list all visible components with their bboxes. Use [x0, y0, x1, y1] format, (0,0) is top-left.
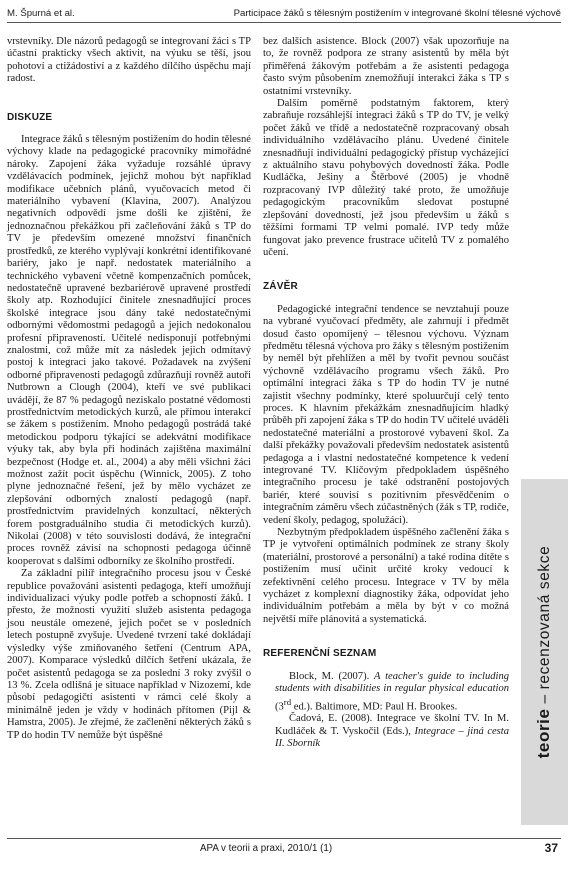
- reference-authors: Čadová, E. (2008). Integrace ve školní TV. In M. Kudláček & T. Vyskočil (Eds.),: [275, 713, 509, 737]
- reference-title: Integrace – jiná cesta II. Sborník: [275, 725, 509, 750]
- reference-item: [263, 713, 509, 750]
- reference-title: A teacher's guide to including students with disabilities in regular physical education: [275, 670, 510, 695]
- side-label-dash: –: [536, 689, 553, 709]
- section-side-label: [534, 546, 554, 759]
- paragraph: Dalším poměrně podstatným faktorem, který zabraňuje rozsáhlejší integraci žáků s TP do TV, je velký počet žáků ve třídě a nedostatečně rozpracovaný obsah individuálního vzdělávacího plánu. Uvedené činitele znesnadňují individuální pedagogický přístup vycházející z aktuálního stavu pohybových dovedností žáka. Podle Kudláčka, Ješiny a Štěrbové (2005) je vhodně rozpracovaný IVP důležitý také proto, že umožňuje pedagogickým pracovníkům sledovat postupné zlepšování dovedností, jež jsou především u žáků s těžšími formami TP velmi pomalé. IVP tedy může fungovat jako prevence frustrace učitelů TV z pomalého učení.: [263, 98, 509, 258]
- side-label-bold: teorie: [534, 708, 553, 759]
- intro-paragraph: vrstevníky. Dle názorů pedagogů se integrovaní žáci s TP účastní prakticky všech aktivit, na výuku se těší, jsou pohotoví a ctižádostiví a z každého dílčího úspěchu mají radost.: [7, 36, 251, 85]
- paragraph: Za základní pilíř integračního procesu jsou v České republice považováni asistenti pedagoga, kteří umožňují individualizaci výuky podle potřeb a schopností žáků. I přesto, že možnosti využití služeb asistenta pedagoga jsou neustále omezené, jejich počet se v posledních letech postupně zvyšuje. Uvedené tvrzení také dokládají výsledky výše zmiňovaného šetření (Centrum APA, 2007). Komparace výsledků dílčích šetření ukázala, že počet asistentů pedagoga se za poslední 3 roky zvýšil o 13 %. Zcela odlišná je situace například v Nizozemí, kde působí pedagogičtí asistenti v rámci celé školy a minimálně jeden je vždy v hodinách přítomen (Pijl & Hamstra, 2005). Je zřejmé, že začlenění některých žáků s TP do hodin TV nemůže být úspěšné: [7, 568, 251, 741]
- right-column: [263, 36, 509, 751]
- section-heading-diskuze: DISKUZE: [7, 111, 53, 123]
- reference-publisher: ed.). Baltimore, MD: Paul H. Brookes.: [291, 701, 458, 713]
- footer-rule: [7, 838, 561, 839]
- reference-item: [263, 671, 509, 714]
- paragraph: Nezbytným předpokladem úspěšného začlenění žáka s TP je vytvoření optimálních podmínek ze strany školy (materiální, prostorové a personální) a také rodina dítěte s postižením musí učinit určité kroky vedoucí k zefektivnění celého procesu. Integrace v TV by měla vycházet z komplexní diagnostiky žáka, odpovídat jeho individuálním potřebám a měla by být v co možná největší míře plánovitá a systematická.: [263, 527, 509, 625]
- reference-authors: Block, M. (2007).: [289, 670, 375, 682]
- header-authors: M. Špurná et al.: [7, 8, 75, 19]
- reference-edition-sup: rd: [283, 696, 292, 707]
- section-heading-zaver: ZÁVĚR: [263, 281, 298, 293]
- footer-journal: APA v teorii a praxi, 2010/1 (1): [200, 843, 333, 854]
- paragraph: Pedagogické integrační tendence se nevztahují pouze na vybrané vyučovací předměty, ale zahrnují i předmět dosud často opomíjený – tělesnou výchovu. Význam předmětu tělesná výchova pro žáky s tělesným postižením by neměl být přehlížen a měl by tvořit pevnou součást výchovně vzdělávacího programu všech žáků. Pro optimální integraci žáka s TP do hodin TV je nutné zajistit všechny podmínky, které spoluurčují celý tento proces. K hlavním překážkám znesnadňujícím hladký průběh při zapojení žáka s TP do hodin TV učitelé uváděli nedostatečné materiální a prostorové vybavení škol. Za další překážky považovali především nedostatek asistentů pedagoga a i vlastní nedostatečné kompetence k vedení integrované TV. Klíčovým předpokladem úspěšného integračního procesu je také odstranění postojových bariér, které souvisí s pozitivním přesvědčením o integračním záměru všech zúčastněných (žák s TP, rodiče, vedení školy, pedagog, spolužáci).: [263, 303, 509, 526]
- header-rule: [7, 22, 561, 23]
- left-column: [7, 36, 251, 742]
- reference-edition: (3: [275, 701, 284, 713]
- header-running-title: Participace žáků s tělesným postižením v integrované školní tělesné výchově: [233, 8, 561, 19]
- section-heading-references: REFERENČNÍ SEZNAM: [263, 648, 377, 660]
- side-label-rest: recenzovaná sekce: [536, 545, 553, 690]
- paragraph: bez dalších asistence. Block (2007) však upozorňuje na to, že rovněž podpora ze strany asistentů by měla být přiměřená žákovým potřebám a že asistenti pedagoga často svým působením znemožňují interakci žáka s TP s ostatními vrstevníky.: [263, 36, 509, 97]
- paragraph: Integrace žáků s tělesným postižením do hodin tělesné výchovy klade na pedagogické pracovníky mimořádné nároky. Zapojení žáka vyžaduje rozsáhlé úpravy vzdělávacích podmínek, jejichž mohou být například modifikace učebních plánů, vyučovacích metod či materiálního vybavení (Klavina, 2007). Analýzou negativních odpovědí jsme došli ke zjištění, že jednoznačnou překážkou při začleňování žáků s TP do TV je především omezené množství finančních prostředků, ze kterého vyplývají konkrétní identifikované bariéry, jako je např. nedostatek materiálního a technického vybavení včetně kompenzačních pomůcek, nedostatečně upravené bezbariérově upravené prostředí školy atp. Rozhodující činitele znesnadňující proces školské integrace jsou dány také nedostatečnými odbornými vědomostmi pedagogů a jejich nedokonalou profesní připraveností. Učitelé nedisponují potřebnými znalostmi, což může mít za následek jejich odmítavý postoj k integraci jako takové. Požadavek na zvýšení odborné připravenosti pedagogů zdůrazňují rovněž autoři Nutbrown a Clough (2004), kteří ve své publikaci uvádějí, že 87 % pedagogů neziskalo postatné vědomosti prostřednictvím metodických kurzů, ale přímou interakcí se žákem s postižením. Mnoho pedagogů postrádá také metodickou podporu týkající se adekvátní modifikace výuky tak, aby byla při hodinách zajištěna maximální bezpečnost (Hodge et. al., 2004) a aby měli všichni žáci možnost zažít pocit úspěchu (Winnick, 2005). Z toho plyne jednoznačné řešení, jež by mělo vycházet ze zlepšování odborných znalostí pedagogů (např. prostřednictvím pravidelných konzultací, některých forem postgraduálního studia či metodických kurzů). Nikolai (2008) v této souvislosti dodává, že integrační proces rovněž závisí na schopnosti pedagoga účinně kooperovat s dalšími odborníky ze školního prostředí.: [7, 134, 251, 567]
- running-header: [7, 6, 561, 22]
- page-number: 37: [544, 841, 558, 855]
